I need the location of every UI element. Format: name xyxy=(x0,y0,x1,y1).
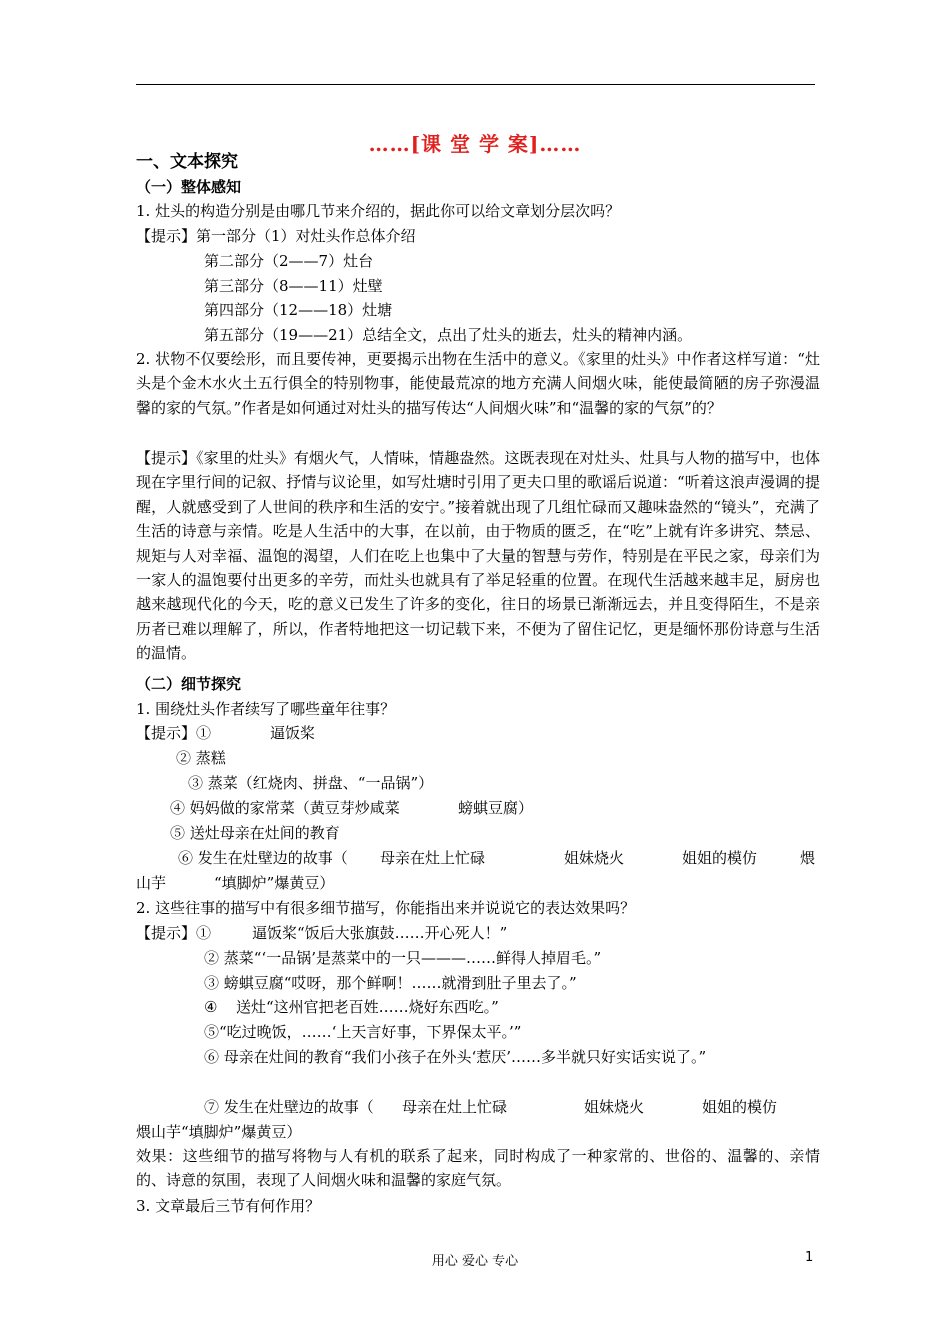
hint-item: ③ 蒸菜（红烧肉、拼盘、“一品锅”） xyxy=(188,774,434,792)
subsection-heading: （二）细节探究 xyxy=(136,675,242,693)
hint-item: 送灶“这州官把老百姓……烧好东西吃。” xyxy=(236,998,499,1016)
hint-item: ④ 妈妈做的家常菜（黄豆芽炒咸菜 xyxy=(170,799,400,817)
hint-item: ⑥ 发生在灶壁边的故事（ xyxy=(178,849,348,867)
hint-item: ⑥ 母亲在灶间的教育“我们小孩子在外头‘惹厌’……多半就只好实话实说了。” xyxy=(204,1048,707,1066)
hint-item: ⑦ 发生在灶壁边的故事（ xyxy=(204,1098,374,1116)
hint-item: “填脚炉”爆黄豆） xyxy=(214,874,335,892)
hint-item: 山芋 xyxy=(136,874,167,892)
hint-item: 母亲在灶上忙碌 xyxy=(402,1098,508,1116)
hint-item: ② 蒸糕 xyxy=(176,749,226,767)
hint-item: 螃蜞豆腐） xyxy=(458,799,534,817)
question-5: 3. 文章最后三节有何作用？ xyxy=(136,1197,321,1215)
hint-item: 煨 xyxy=(800,849,816,867)
page-title: ……[课 堂 学 案]…… xyxy=(368,132,582,156)
header-rule xyxy=(136,84,815,85)
section-heading: 一、文本探究 xyxy=(136,152,238,172)
hint-label: 【提示】① xyxy=(136,724,212,742)
hint-line: 第三部分（8——11）灶壁 xyxy=(204,277,383,295)
hint-item: ③ 螃蜞豆腐“哎呀，那个鲜啊！……就滑到肚子里去了。” xyxy=(204,974,577,992)
hint-item: 逼饭桨 xyxy=(270,724,316,742)
hint-item: 姐妹烧火 xyxy=(584,1098,645,1116)
subsection-heading: （一）整体感知 xyxy=(136,178,242,196)
effect-paragraph: 效果：这些细节的描写将物与人有机的联系了起来，同时构成了一种家常的、世俗的、温馨的、亲情的、诗意的氛围，表现了人间烟火味和温馨的家庭气氛。 xyxy=(136,1147,820,1190)
page-number: 1 xyxy=(805,1250,814,1265)
hint-line: 【提示】第一部分（1）对灶头作总体介绍 xyxy=(136,227,416,245)
hint-item: 姐妹烧火 xyxy=(564,849,625,867)
hint-item: 姐姐的模仿 xyxy=(702,1098,778,1116)
hint-paragraph: 【提示】《家里的灶头》有烟火气，人情味，情趣盎然。这既表现在对灶头、灶具与人物的描写中，也体现在字里行间的记叙、抒情与议论里，如写灶塘时引用了更夫口里的歌谣后说道：“听着这浪声漫调的提醒，人就感受到了人世间的秩序和生活的安宁。”接着就出现了几组忙碌而又趣味盎然的“镜头”，充满了生活的诗意与亲情。吃是人生活中的大事，在以前，由于物质的匮乏，在“吃”上就有许多讲究、禁忌、规矩与人对幸福、温饱的渴望，人们在吃上也集中了大量的智慧与劳作，特别是在平民之家，母亲们为一家人的温饱要付出更多的辛劳，而灶头也就具有了举足轻重的位置。在现代生活越来越丰足，厨房也越来越现代化的今天，吃的意义已发生了许多的变化，往日的场景已渐渐远去，并且变得陌生，不是亲历者已难以理解了，所以，作者特地把这一切记载下来，不便为了留住记忆，更是缅怀那份诗意与生活的温情。 xyxy=(136,449,820,663)
hint-item: ⑤ 送灶母亲在灶间的教育 xyxy=(170,824,340,842)
hint-item: ④ xyxy=(204,998,218,1016)
hint-item: ② 蒸菜“‘一品锅’是蒸菜中的一只———……鲜得人掉眉毛。” xyxy=(204,949,602,967)
page-footer: 用心 爱心 专心 xyxy=(431,1254,519,1269)
hint-line: 第五部分（19——21）总结全文，点出了灶头的逝去，灶头的精神内涵。 xyxy=(204,326,693,344)
hint-line: 第四部分（12——18）灶塘 xyxy=(204,301,393,319)
hint-item: 逼饭桨“饭后大张旗鼓……开心死人！” xyxy=(252,924,508,942)
hint-label: 【提示】① xyxy=(136,924,212,942)
hint-item: ⑤“吃过晚饭，……‘上天言好事，下界保太平。’” xyxy=(204,1023,522,1041)
question-4: 2. 这些往事的描写中有很多细节描写，你能指出来并说说它的表达效果吗？ xyxy=(136,899,636,917)
question-3: 1. 围绕灶头作者续写了哪些童年往事？ xyxy=(136,700,396,718)
question-1: 1. 灶头的构造分别是由哪几节来介绍的，据此你可以给文章划分层次吗？ xyxy=(136,202,621,220)
hint-item: 母亲在灶上忙碌 xyxy=(380,849,486,867)
hint-item: 姐姐的模仿 xyxy=(682,849,758,867)
question-2: 2. 状物不仅要绘形，而且要传神，更要揭示出物在生活中的意义。《家里的灶头》中作者这样写道：“灶头是个金木水火土五行俱全的特别物事，能使最荒凉的地方充满人间烟火味，能使最简陋的房子弥漫温馨的家的气氛。”作者是如何通过对灶头的描写传达“人间烟火味”和“温馨的家的气氛”的？ xyxy=(136,350,820,417)
hint-item: 煨山芋“填脚炉”爆黄豆） xyxy=(136,1123,302,1141)
hint-line: 第二部分（2——7）灶台 xyxy=(204,252,374,270)
